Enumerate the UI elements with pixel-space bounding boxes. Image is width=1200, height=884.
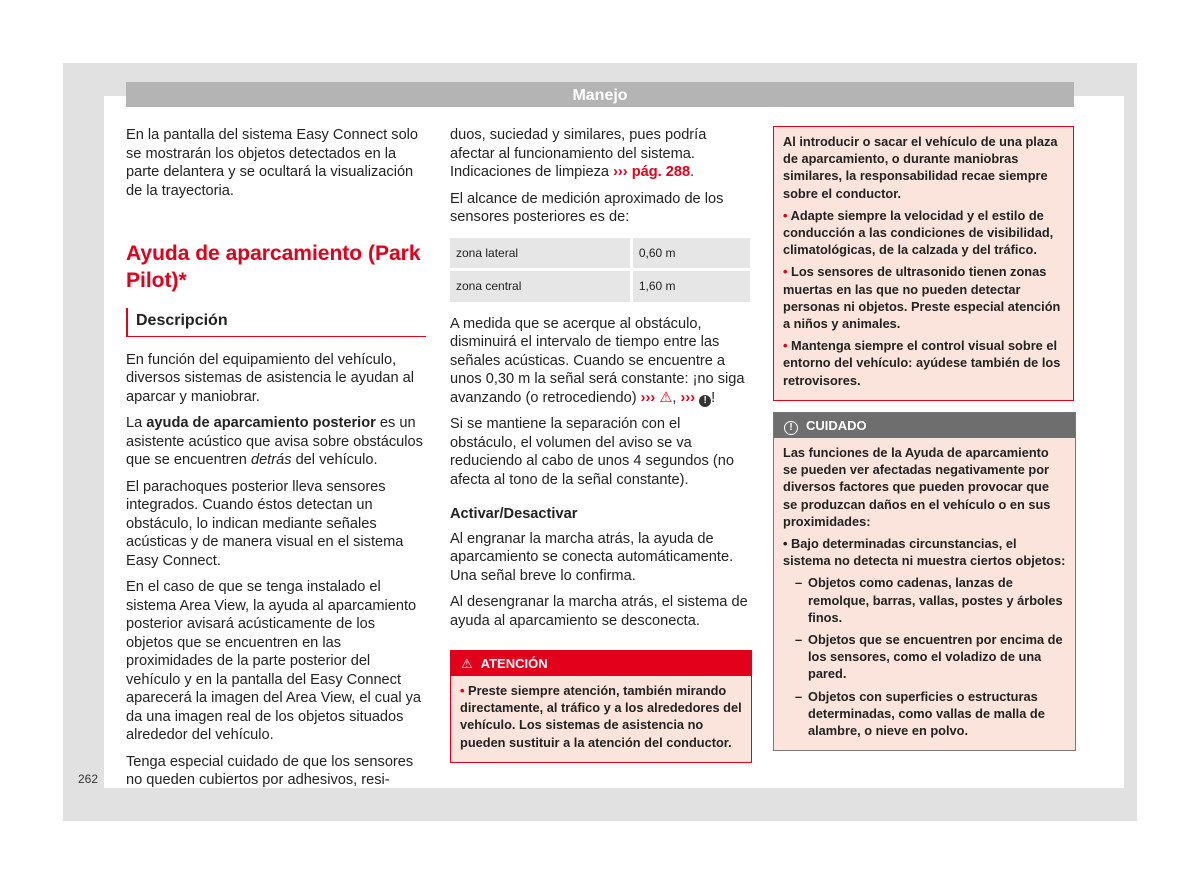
- list-item-text: Objetos con superficies o estructuras determinadas, como vallas de malla de alambre, o nieve en polvo.: [808, 688, 1045, 739]
- bullet-icon: •: [783, 207, 788, 223]
- chapter-header: Manejo: [126, 82, 1074, 107]
- table-row: [450, 271, 750, 302]
- dash-list: [783, 574, 1066, 739]
- range-table: [450, 235, 750, 305]
- text-run: !: [711, 389, 716, 406]
- cuidado-body: [774, 438, 1075, 750]
- list-item: [783, 263, 1064, 332]
- atencion-body: [451, 676, 751, 762]
- atencion-header: [451, 651, 751, 676]
- intro-paragraph: En la pantalla del sistema Easy Connect solo se mostrarán los objetos detectados en la parte delantera y se ocultará la visualización de la trayectoria.: [126, 127, 419, 199]
- xref-arrow-icon: ›››: [680, 389, 696, 406]
- paragraph: El alcance de medición aproximado de los sensores posteriores es de:: [450, 190, 724, 225]
- paragraph: En función del equipamiento del vehículo, diversos sistemas de asistencia le ayudan al aparcar y maniobrar.: [126, 351, 414, 405]
- warning-body: [774, 127, 1073, 400]
- atencion-title: ATENCIÓN: [480, 656, 548, 671]
- paragraph: Tenga especial cuidado de que los sensores no queden cubiertos por adhesivos, resi-: [126, 753, 414, 788]
- list-item-text: Preste siempre atención, también mirando directamente, al tráfico y a los alrededores del vehículo. Los sistemas de asistencia no pueden sustituir a la atención del conductor.: [460, 683, 742, 750]
- table-row: [450, 238, 750, 269]
- page-number: 262: [78, 772, 99, 786]
- subheading: Activar/Desactivar: [450, 506, 578, 522]
- paragraph: [450, 315, 750, 408]
- exclamation-circle-icon: !: [784, 421, 798, 435]
- warning-triangle-icon[interactable]: ⚠: [659, 389, 673, 406]
- paragraph: El parachoques posterior lleva sensores integrados. Cuando éstos detectan un obstáculo, lo indican mediante señales acústicas y de manera visual en el sistema Easy Connect.: [126, 478, 404, 569]
- warning-intro: Al introducir o sacar el vehículo de una plaza de aparcamiento, o durante maniobras similares, la responsabilidad recae siempre sobre el conductor.: [783, 134, 1058, 201]
- bold-term: ayuda de aparcamiento posterior: [146, 415, 376, 431]
- subsection-title: Descripción: [126, 308, 426, 337]
- table-cell-zone: zona lateral: [450, 238, 630, 269]
- list-item: [783, 631, 1066, 683]
- dash-icon: –: [795, 688, 803, 704]
- bullet-icon: •: [783, 536, 788, 552]
- table-cell-value: 0,60 m: [630, 238, 750, 269]
- xref-arrow-icon: ›››: [613, 164, 628, 180]
- bullet-icon: •: [783, 264, 788, 280]
- list-item: [783, 574, 1066, 626]
- list-item: [783, 337, 1064, 389]
- paragraph: [126, 414, 426, 470]
- cuidado-intro: Las funciones de la Ayuda de aparcamiento se pueden ver afectadas negativamente por diversos factores que pueden provocar que se produzcan daños en el vehículo o en sus proximidades:: [783, 445, 1051, 529]
- text-run: es un asistente acústico que avisa sobre obstáculos que se encuentren: [126, 415, 423, 468]
- list-item: [783, 688, 1066, 740]
- section-title: Ayuda de aparcamiento (Park Pilot)*: [126, 242, 421, 292]
- warning-triangle-icon: ⚠: [461, 656, 473, 671]
- paragraph: Al desengranar la marcha atrás, el sistema de ayuda al aparcamiento se desconecta.: [450, 594, 748, 629]
- dash-icon: –: [795, 575, 803, 591]
- list-item: [460, 682, 742, 751]
- emphasis: detrás: [250, 452, 292, 468]
- list-item-text: Objetos como cadenas, lanzas de remolque, barras, vallas, postes y árboles finos.: [808, 575, 1063, 625]
- cuidado-header: [774, 413, 1075, 438]
- column-left: [126, 126, 426, 798]
- paragraph: [450, 126, 750, 182]
- table-cell-zone: zona central: [450, 271, 630, 302]
- text-run: A medida que se acerque al obstáculo, disminuirá el intervalo de tiempo entre las señales acústicas. Cuando se encuentre a unos 0,30 m la señal será constante: ¡no siga avanzando (o retrocediendo): [450, 315, 745, 406]
- warning-box: [773, 126, 1074, 401]
- paragraph: En el caso de que se tenga instalado el sistema Area View, la ayuda al aparcamiento posterior avisará acústicamente de los objetos que se encuentren en las proximidades de la parte posterior del vehículo y en la pantalla del Easy Connect aparecerá la imagen del Area View, el cual ya da una imagen real de los objetos situados alrededor del vehículo.: [126, 579, 422, 743]
- cuidado-title: CUIDADO: [806, 418, 867, 433]
- page-reference-link[interactable]: pág. 288: [627, 164, 691, 180]
- list-item: [783, 207, 1064, 259]
- list-item-text: Adapte siempre la velocidad y el estilo de conducción a las condiciones de visibilidad, climatológicas, de la calzada y del tráfico.: [783, 207, 1054, 258]
- xref-arrow-icon: ›››: [640, 389, 656, 406]
- column-middle: [450, 126, 750, 638]
- text-run: .: [690, 164, 695, 180]
- text-run: ,: [672, 389, 681, 406]
- paragraph: Al engranar la marcha atrás, la ayuda de aparcamiento se conecta automáticamente. Una señal breve lo confirma.: [450, 530, 734, 584]
- list-item-text: Objetos que se encuentren por encima de los sensores, como el voladizo de una pared.: [808, 632, 1063, 682]
- cuidado-box: [773, 412, 1076, 751]
- atencion-box: [450, 650, 752, 763]
- text-run: duos, suciedad y similares, pues podría afectar al funcionamiento del sistema. Indicaciones de limpieza: [450, 127, 707, 180]
- bullet-icon: •: [460, 683, 465, 698]
- list-item-text: Bajo determinadas circunstancias, el sistema no detecta ni muestra ciertos objetos:: [783, 536, 1066, 569]
- table-cell-value: 1,60 m: [630, 271, 750, 302]
- dash-icon: –: [795, 632, 803, 648]
- text-run: del vehículo.: [291, 452, 378, 468]
- list-item-text: Mantenga siempre el control visual sobre el entorno del vehículo: ayúdese también de los retrovisores.: [783, 338, 1061, 388]
- text-run: La: [126, 415, 147, 431]
- paragraph: Si se mantiene la separación con el obstáculo, el volumen del aviso se va reduciendo al cabo de unos 4 segundos (no afecta al tono de la señal constante).: [450, 416, 734, 488]
- bullet-icon: •: [783, 338, 788, 354]
- caution-circle-icon[interactable]: !: [699, 395, 711, 407]
- list-item-text: Los sensores de ultrasonido tienen zonas muertas en las que no pueden detectar personas ni objetos. Preste especial atención a niños y animales.: [783, 264, 1061, 332]
- list-item: [783, 535, 1066, 569]
